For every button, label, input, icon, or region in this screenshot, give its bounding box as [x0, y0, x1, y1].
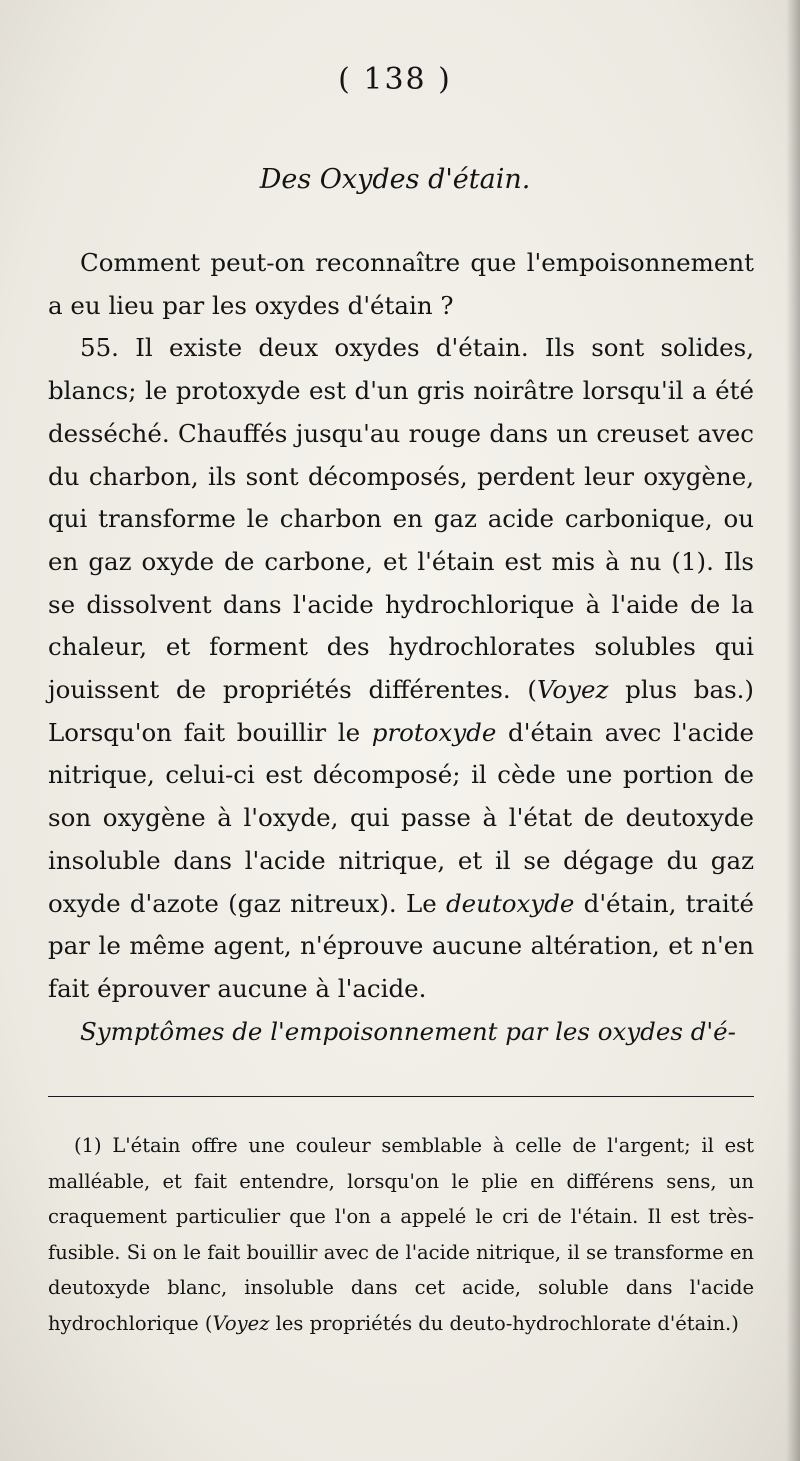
- page-number: ( 138 ): [338, 62, 452, 97]
- footnote: [48, 1128, 754, 1342]
- paragraph-55-part1: 55. Il existe deux oxydes d'étain. Ils sont solides, blancs; le protoxyde est d'un gris noirâtre lorsqu'il a été desséché. Chauffés jusqu'au rouge dans un creuset avec du charbon, ils sont décomposés, perdent leur oxygène, qui transforme le charbon en gaz acide carbonique, ou en gaz oxyde de carbone, et l'étain est mis à nu (1). Ils se dissolvent dans l'acide hydrochlorique à l'aide de la chaleur, et forment des hydrochlorates solubles qui jouissent de propriétés différentes. (: [48, 333, 754, 705]
- paragraph-55: [48, 327, 754, 1010]
- question-paragraph: Comment peut-on reconnaître que l'empoisonnement a eu lieu par les oxydes d'étain ?: [48, 248, 754, 320]
- page-edge-shadow: [786, 0, 800, 1461]
- deutoxyde-term: deutoxyde: [445, 888, 575, 918]
- section-title: Des Oxydes d'étain.: [259, 164, 531, 195]
- footnote-divider: [48, 1096, 754, 1097]
- footnote-text: [48, 1128, 754, 1342]
- voyez-reference: Voyez: [536, 675, 609, 705]
- paragraph-55-part2: plus bas.) Lorsqu'on fait bouillir le: [48, 675, 754, 747]
- paragraph-55-part4: d'étain, traité par le même agent, n'éprouve aucune altération, et n'en fait éprouver aucune à l'acide.: [48, 888, 754, 1003]
- footnote-part2: les propriétés du deuto-hydrochlorate d'étain.): [269, 1311, 739, 1335]
- protoxyde-term: protoxyde: [371, 717, 497, 747]
- footnote-part1: (1) L'étain offre une couleur semblable à celle de l'argent; il est malléable, et fait entendre, lorsqu'on le plie en différens sens, un craquement particulier que l'on a appelé le cri de l'étain. Il est très-fusible. Si on le fait bouillir avec de l'acide nitrique, il se transforme en deutoxyde blanc, insoluble dans cet acide, soluble dans l'acide hydrochlorique (: [48, 1134, 754, 1335]
- paragraph-55-part3: d'étain avec l'acide nitrique, celui-ci est décomposé; il cède une portion de son oxygène à l'oxyde, qui passe à l'état de deutoxyde insoluble dans l'acide nitrique, et il se dégage du gaz oxyde d'azote (gaz nitreux). Le: [48, 717, 755, 918]
- body-text: [48, 242, 754, 1053]
- symptoms-heading: Symptômes de l'empoisonnement par les oxydes d'é-: [80, 1016, 736, 1046]
- footnote-voyez: Voyez: [212, 1311, 270, 1335]
